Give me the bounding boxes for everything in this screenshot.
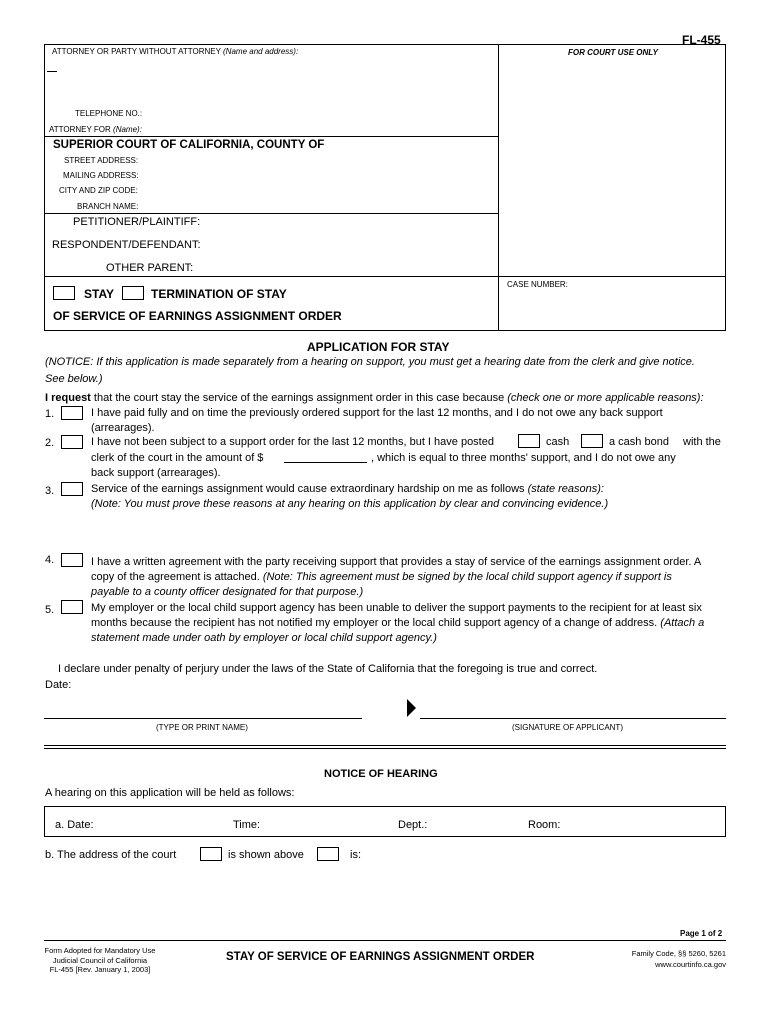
hearing-dept-label[interactable]: Dept.: xyxy=(398,819,428,831)
item-4-number: 4. xyxy=(45,554,55,566)
item-2-text-2a: clerk of the court in the amount of $ xyxy=(91,452,264,464)
court-address-label: b. The address of the court xyxy=(45,849,177,861)
notice-line-1: (NOTICE: If this application is made separately from a hearing on support, you must get a hearing date from the clerk and give notice. xyxy=(45,356,695,368)
form-number: FL-455 xyxy=(682,33,721,47)
court-use-label: FOR COURT USE ONLY xyxy=(568,48,658,57)
item-1-checkbox[interactable] xyxy=(61,406,83,420)
item-1-text: I have paid fully and on time the previously ordered support for the last 12 months, and I do not owe any back support xyxy=(91,407,663,419)
divider-parties xyxy=(44,213,498,214)
petitioner-label: PETITIONER/PLAINTIFF: xyxy=(73,216,201,228)
footer-url: www.courtinfo.ca.gov xyxy=(655,960,726,969)
item-2-text: I have not been subject to a support order for the last 12 months, but I have posted xyxy=(91,436,494,448)
item-2-text-2b: , which is equal to three months' support, and I do not owe any xyxy=(371,452,676,464)
mailing-address-label: MAILING ADDRESS: xyxy=(63,171,139,180)
declaration-text: I declare under penalty of perjury under the laws of the State of California that the foregoing is true and correct. xyxy=(58,663,598,675)
caption-divider xyxy=(498,44,499,331)
footer-rev: FL-455 [Rev. January 1, 2003] xyxy=(49,965,151,974)
item-2-number: 2. xyxy=(45,437,55,449)
hearing-box xyxy=(44,806,726,837)
item-1-number: 1. xyxy=(45,408,55,420)
footer-right xyxy=(600,948,726,970)
cash-label: cash xyxy=(546,436,570,448)
footer-adopted: Form Adopted for Mandatory Use xyxy=(44,946,156,955)
section-rule-bottom xyxy=(44,748,726,749)
item-1-text-2: (arrearages). xyxy=(91,422,155,434)
cash-checkbox[interactable] xyxy=(518,434,540,448)
attorney-mark xyxy=(47,71,57,72)
item-3-checkbox[interactable] xyxy=(61,482,83,496)
item-5-text: My employer or the local child support agency has been unable to deliver the support payments to the recipient for at least six xyxy=(91,602,702,614)
cash-bond-checkbox[interactable] xyxy=(581,434,603,448)
page-number: Page 1 of 2 xyxy=(680,929,723,938)
footer-council: Judicial Council of California xyxy=(52,955,148,965)
telephone-label: TELEPHONE NO.: xyxy=(75,109,143,118)
signature-caption: (SIGNATURE OF APPLICANT) xyxy=(512,723,623,732)
notice-line-2: See below.) xyxy=(45,373,103,385)
respondent-label: RESPONDENT/DEFENDANT: xyxy=(52,239,201,251)
divider-title xyxy=(44,276,726,277)
item-5-text-3: statement made under oath by employer or local child support agency.) xyxy=(91,632,437,644)
request-line: I request that the court stay the service of the earnings assignment order in this case because (check one or more applicable reasons): xyxy=(45,392,704,404)
court-name: SUPERIOR COURT OF CALIFORNIA, COUNTY OF xyxy=(53,139,325,151)
signature-line[interactable] xyxy=(420,718,726,719)
hearing-intro: A hearing on this application will be held as follows: xyxy=(45,787,295,799)
attorney-for-label: ATTORNEY FOR (Name): xyxy=(49,125,142,134)
footer-code: Family Code, §§ 5260, 5261 xyxy=(631,949,726,958)
item-3-number: 3. xyxy=(45,485,55,497)
item-5-number: 5. xyxy=(45,604,55,616)
type-name-line[interactable] xyxy=(44,718,362,719)
item-4-checkbox[interactable] xyxy=(61,553,83,567)
signature-arrow-icon xyxy=(407,699,416,717)
item-2-checkbox[interactable] xyxy=(61,435,83,449)
item-4-text-2: copy of the agreement is attached. (Note: This agreement must be signed by the local child support agency if support is xyxy=(91,571,672,583)
attorney-label: ATTORNEY OR PARTY WITHOUT ATTORNEY (Name and address): xyxy=(52,47,299,56)
street-address-label: STREET ADDRESS: xyxy=(64,156,139,165)
type-name-caption: (TYPE OR PRINT NAME) xyxy=(156,723,248,732)
other-parent-label: OTHER PARENT: xyxy=(106,262,194,274)
amount-field[interactable] xyxy=(284,462,367,463)
footer-left xyxy=(44,946,156,975)
city-zip-label: CITY AND ZIP CODE: xyxy=(59,186,138,195)
hearing-heading: NOTICE OF HEARING xyxy=(324,768,438,780)
termination-label: TERMINATION OF STAY xyxy=(151,287,287,301)
footer-rule xyxy=(44,940,726,941)
with-the-label: with the xyxy=(683,436,721,448)
case-number-label: CASE NUMBER: xyxy=(507,280,568,289)
item-3-note: (Note: You must prove these reasons at any hearing on this application by clear and convincing evidence.) xyxy=(91,498,609,510)
shown-above-checkbox[interactable] xyxy=(200,847,222,861)
cash-bond-label: a cash bond xyxy=(609,436,669,448)
caption-box xyxy=(44,44,726,331)
item-5-text-2: months because the recipient has not notified my employer or the local child support agency of a change of address. (Attach a xyxy=(91,617,705,629)
section-rule-top xyxy=(44,745,726,746)
item-4-text-3: payable to a county officer designated for that purpose.) xyxy=(91,586,364,598)
address-is-label: is: xyxy=(350,849,361,861)
stay-checkbox[interactable] xyxy=(53,286,75,300)
termination-checkbox[interactable] xyxy=(122,286,144,300)
date-label: Date: xyxy=(45,679,72,691)
item-3-text: Service of the earnings assignment would cause extraordinary hardship on me as follows (state reasons): xyxy=(91,483,604,495)
item-5-checkbox[interactable] xyxy=(61,600,83,614)
branch-name-label: BRANCH NAME: xyxy=(77,202,139,211)
address-is-checkbox[interactable] xyxy=(317,847,339,861)
divider-court xyxy=(44,136,498,137)
hearing-room-label[interactable]: Room: xyxy=(528,819,561,831)
stay-label: STAY xyxy=(84,287,115,301)
shown-above-label: is shown above xyxy=(228,849,304,861)
hearing-date-label[interactable]: a. Date: xyxy=(55,819,94,831)
footer-title: STAY OF SERVICE OF EARNINGS ASSIGNMENT ORDER xyxy=(226,951,535,963)
application-heading: APPLICATION FOR STAY xyxy=(307,340,450,354)
item-4-text: I have a written agreement with the party receiving support that provides a stay of service of the earnings assignment order. A xyxy=(91,556,702,568)
form-title: OF SERVICE OF EARNINGS ASSIGNMENT ORDER xyxy=(53,309,342,323)
hearing-time-label[interactable]: Time: xyxy=(233,819,261,831)
item-2-text-3: back support (arrearages). xyxy=(91,467,221,479)
